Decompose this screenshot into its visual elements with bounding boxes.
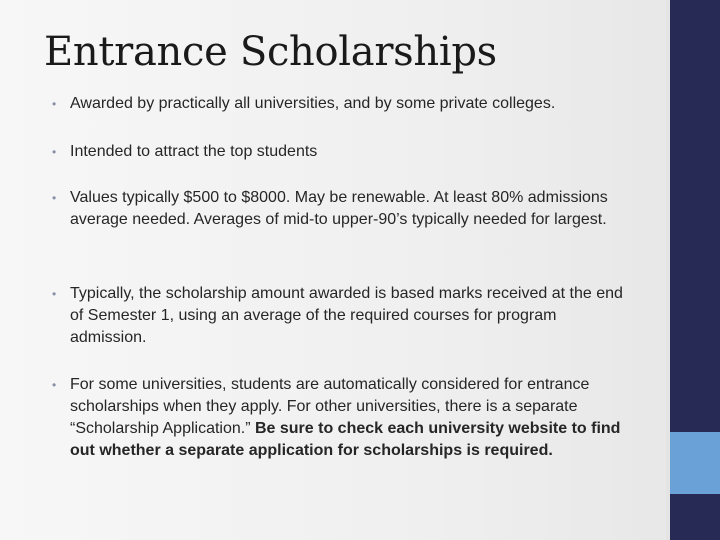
bullet-text: Typically, the scholarship amount awarded is based marks received at the end of Semester 1, using an average of the required courses for program admission. (70, 285, 623, 346)
bullet-text: Awarded by practically all universities, and by some private colleges. (70, 95, 556, 112)
bullet-item (52, 93, 632, 115)
bullet-text: Intended to attract the top students (70, 143, 318, 160)
slide-title: Entrance Scholarships (44, 29, 497, 75)
bullet-text (70, 374, 632, 462)
bullet-icon: • (52, 97, 57, 111)
bullet-text: Values typically $500 to $8000. May be renewable. At least 80% admissions average needed. Averages of mid-to upper-90’s typically needed for largest. (70, 189, 608, 228)
bullet-icon: • (52, 145, 57, 159)
sidebar-accent (670, 432, 720, 494)
bullet-icon: • (52, 378, 57, 392)
bullet-text-bold: Be sure to check each university website to find out whether a separate application for scholarships is required. (70, 420, 621, 459)
bullet-item (52, 374, 632, 462)
bullet-text-plain: For some universities, students are automatically considered for entrance scholarships when they apply. For other universities, there is a separate “Scholarship Application.” (70, 376, 590, 437)
bullet-icon: • (52, 191, 57, 205)
bullet-item (52, 187, 632, 231)
bullet-item (52, 283, 632, 349)
bullet-icon: • (52, 287, 57, 301)
bullet-item (52, 141, 632, 163)
